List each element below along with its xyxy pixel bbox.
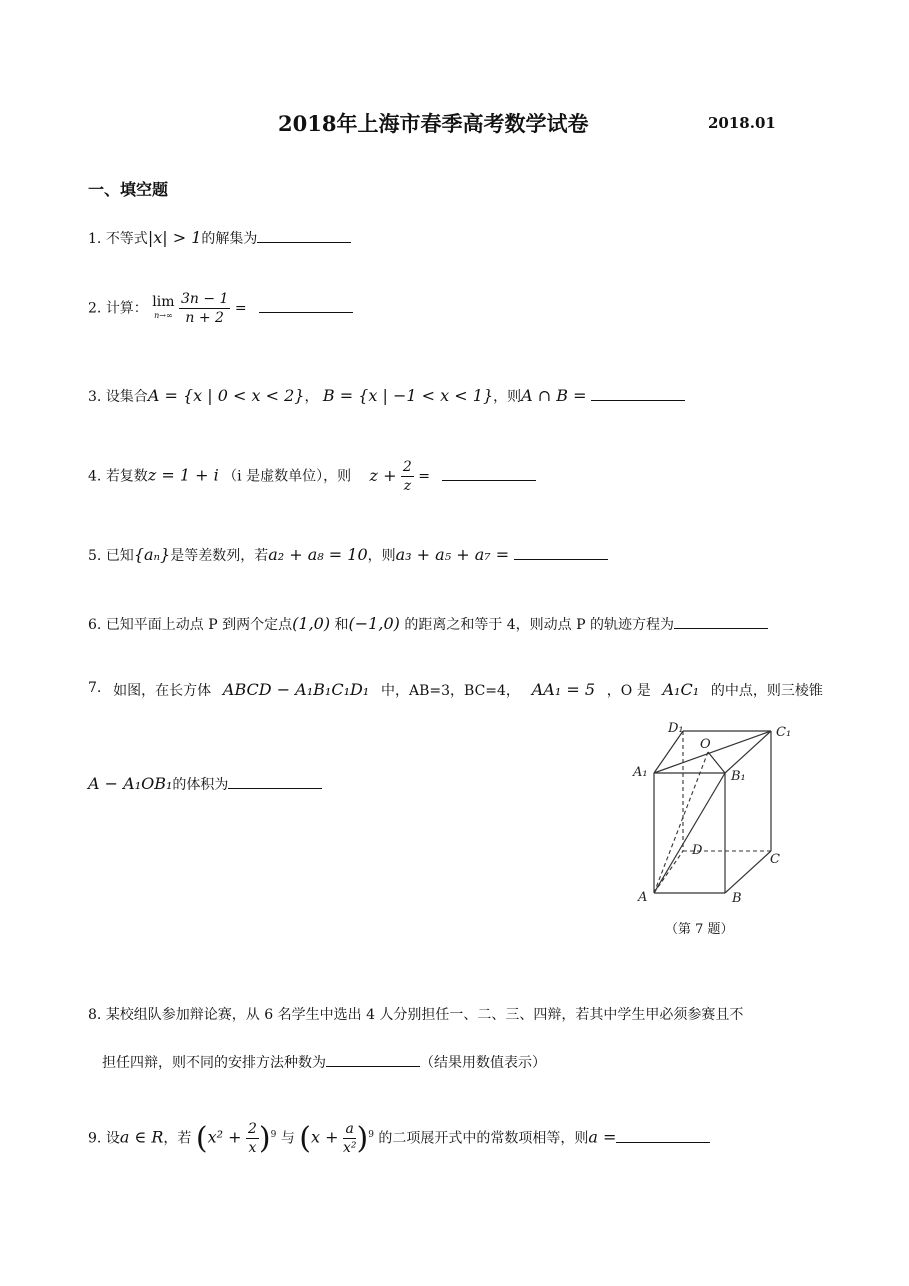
question-8: 8. 某校组队参加辩论赛，从 6 名学生中选出 4 人分别担任一、二、三、四辩，若其中学生甲必须参赛且不 [88, 1007, 744, 1023]
answer-blank-5 [514, 543, 608, 560]
set-b: B = {x | −1 < x < 1} [322, 386, 494, 405]
label-b1: B₁ [731, 769, 746, 784]
label-o: O [700, 737, 711, 752]
q2-fraction: $\frac{3n - 1}{n + 2}$ [180, 291, 229, 326]
point-1: (1,0) [292, 614, 331, 633]
answer-blank-1 [257, 226, 351, 243]
page-title: 2018年上海市春季高考数学试卷 [278, 111, 589, 136]
exam-date: 2018.01 [708, 114, 776, 132]
sequence: {aₙ} [133, 545, 171, 564]
q9-fraction-2: $\frac{a}{\text{x²}}$ [342, 1121, 357, 1156]
q9-expression: a = [588, 1127, 617, 1147]
figure-caption: （第 7 题） [665, 922, 734, 937]
answer-blank-3 [591, 384, 685, 401]
q9-fraction-1: $\frac{2}{x}$ [247, 1121, 257, 1156]
complex-z: z = 1 + i [147, 465, 219, 485]
diagonal-a1c1: A₁C₁ [662, 680, 700, 699]
label-a1: A₁ [633, 765, 648, 780]
pyramid: A − A₁OB₁ [88, 774, 173, 793]
question-8-cont: 担任四辩，则不同的安排方法种数为 （结果用数值表示） [102, 1050, 546, 1072]
answer-blank-4 [442, 464, 536, 481]
set-a: A = {x | 0 < x < 2} [147, 386, 305, 405]
limit-operator: lim n→∞ [152, 293, 175, 320]
label-c1: C₁ [776, 725, 792, 740]
answer-blank-8 [326, 1050, 420, 1067]
question-3: 3. 设集合A = {x | 0 < x < 2}， B = {x | −1 < x < 1}，则A ∩ B = [88, 384, 685, 406]
point-2: (−1,0) [348, 614, 400, 633]
edge-aa1: AA₁ = 5 [531, 680, 595, 699]
question-7: 7. 如图，在长方体 ABCD − A₁B₁C₁D₁ 中，AB=3，BC=4， AA₁ = 5 ，O 是 A₁C₁ 的中点，则三棱锥 [88, 680, 823, 699]
answer-blank-2 [259, 296, 353, 313]
question-5: 5. 已知{aₙ}是等差数列，若a₂ + a₈ = 10，则a₃ + a₅ + a₇ = [88, 543, 608, 565]
q4-fraction: $\frac{2}{z}$ [402, 459, 412, 494]
question-9: 9. 设a ∈ R，若 (x² + $\frac{2}{x}$ )$^9$ 与 (x + $\frac{a}{\text{x²}}$ )$^9$ 的二项展开式中的常数项相等，则a = [88, 1120, 710, 1157]
question-6: 6. 已知平面上动点 P 到两个定点(1,0) 和(−1,0) 的距离之和等于 4，则动点 P 的轨迹方程为 [88, 612, 768, 634]
label-d1: D₁ [668, 721, 684, 736]
question-2: 2. 计算： lim n→∞ $\frac{3n - 1}{n + 2}$ = [88, 290, 353, 327]
question-4: 4. 若复数z = 1 + i （i 是虚数单位），则 z + $\frac{2}{z}$ = [88, 458, 536, 495]
q9-condition: a ∈ R [119, 1127, 164, 1147]
section-heading: 一、填空题 [88, 180, 169, 199]
q1-expression: |x| > 1 [147, 228, 202, 247]
label-a: A [638, 890, 648, 905]
q3-expression: A ∩ B = [521, 386, 587, 405]
answer-blank-9 [616, 1126, 710, 1143]
answer-blank-6 [674, 612, 768, 629]
label-c: C [770, 852, 780, 867]
q5-expression: a₃ + a₅ + a₇ = [395, 545, 510, 564]
question-7-cont: A − A₁OB₁的体积为 [88, 772, 322, 794]
label-d: D [692, 843, 703, 858]
cuboid-figure [628, 718, 828, 918]
cuboid: ABCD − A₁B₁C₁D₁ [222, 680, 370, 699]
label-b: B [732, 891, 742, 906]
question-1: 1. 不等式|x| > 1的解集为 [88, 226, 351, 248]
answer-blank-7 [228, 772, 322, 789]
q5-condition: a₂ + a₈ = 10 [268, 545, 368, 564]
